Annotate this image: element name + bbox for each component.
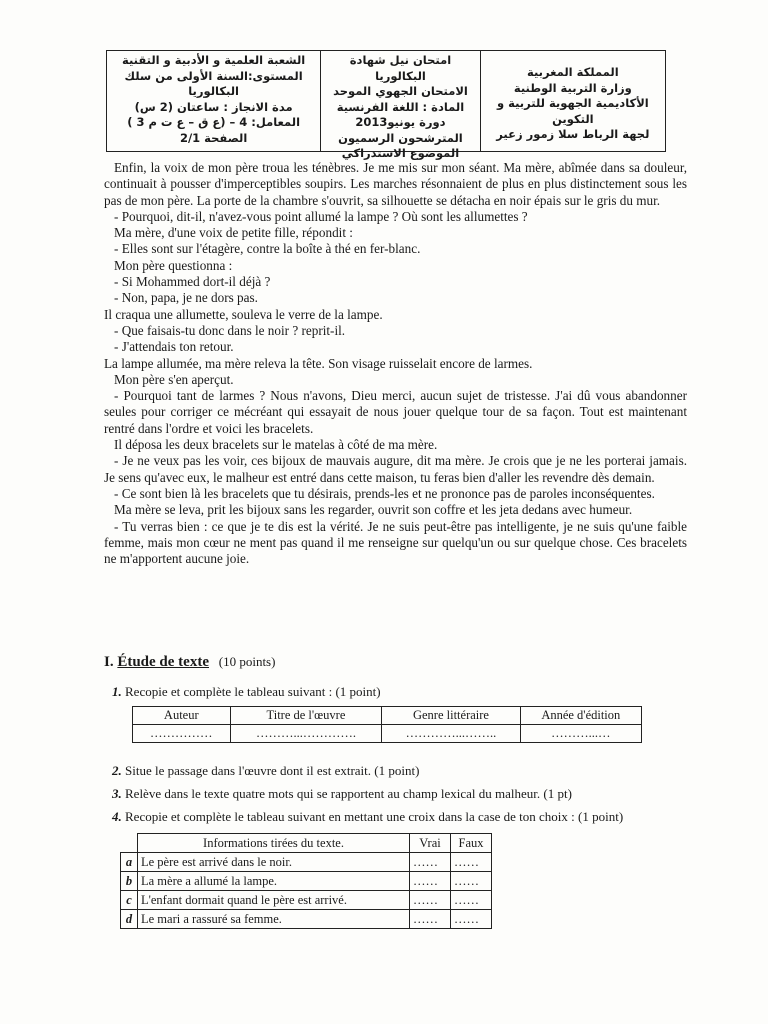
question-2 xyxy=(112,763,419,779)
passage-paragraph: Mon père questionna : xyxy=(114,257,233,273)
false-answer-cell[interactable]: …… xyxy=(451,853,492,872)
table-header-cell: Faux xyxy=(451,834,492,853)
header-info-column xyxy=(107,51,321,151)
header-line: لجهة الرباط سلا زمور زعير xyxy=(496,127,650,141)
statement-cell: Le père est arrivé dans le noir. xyxy=(138,853,410,872)
exam-header xyxy=(106,50,666,160)
row-letter: b xyxy=(121,872,138,891)
reading-passage xyxy=(104,160,687,567)
table-row xyxy=(133,725,642,743)
header-line: مدة الانجاز : ساعتان (2 س) xyxy=(134,99,293,114)
header-exam-column xyxy=(321,51,480,160)
table-cell: …………… xyxy=(133,725,231,743)
false-answer-cell[interactable]: …… xyxy=(451,891,492,910)
passage-paragraph: - Tu verras bien : ce que je te dis est la vérité. Je ne suis peut-être pas intelligente, je ne suis qu'une faible femme, mais mon cœur ne ment pas quand il me renseigne sur quelqu'un ou sur quelque chose. Ces bracelets ne m'apportent aucune joie. xyxy=(104,518,687,567)
book-info-table xyxy=(132,706,642,743)
question-1 xyxy=(112,684,381,700)
table-cell: …………...…….. xyxy=(382,725,520,743)
false-answer-cell[interactable]: …… xyxy=(451,910,492,929)
row-letter: c xyxy=(121,891,138,910)
passage-paragraph: La lampe allumée, ma mère releva la tête. Son visage ruisselait encore de larmes. xyxy=(104,355,533,371)
table-header-row xyxy=(133,707,642,725)
table-header-cell: Informations tirées du texte. xyxy=(138,834,410,853)
true-answer-cell[interactable]: …… xyxy=(410,910,451,929)
question-number: 2. xyxy=(112,763,122,778)
table-header-cell: Vrai xyxy=(410,834,451,853)
header-line: المعامل: 4 – (ع ق – ع ت م 3 ) xyxy=(127,115,301,129)
question-text: Relève dans le texte quatre mots qui se rapportent au champ lexical du malheur. (1 pt) xyxy=(125,786,572,801)
passage-paragraph: - Je ne veux pas les voir, ces bijoux de mauvais augure, dit ma mère. Je crois que je ne les porterai jamais. Je sens qu'avec eux, le malheur est entré dans cette maison, tu feras bien d'aller les revendre dès demain. xyxy=(104,453,687,485)
empty-corner-cell xyxy=(121,834,138,853)
row-letter: d xyxy=(121,910,138,929)
table-row xyxy=(121,853,492,872)
header-line: امتحان نيل شهادة البكالوريا xyxy=(349,53,452,83)
section-points: (10 points) xyxy=(218,654,276,669)
header-line: الصفحة 2/1 xyxy=(179,130,248,145)
header-authority-column xyxy=(481,51,665,151)
table-cell: ………...…………. xyxy=(230,725,382,743)
header-line: الموضوع الاستدراكي xyxy=(341,146,460,160)
question-number: 1. xyxy=(112,684,122,699)
row-letter: a xyxy=(121,853,138,872)
question-3 xyxy=(112,786,572,802)
passage-paragraph: Ma mère, d'une voix de petite fille, répondit : xyxy=(114,225,353,241)
passage-paragraph: - Si Mohammed dort-il déjà ? xyxy=(114,274,271,290)
header-line: المادة : اللغة الفرنسية xyxy=(336,99,465,114)
statement-cell: L'enfant dormait quand le père est arrivé. xyxy=(138,891,410,910)
passage-paragraph: - Elles sont sur l'étagère, contre la boîte à thé en fer-blanc. xyxy=(114,241,421,257)
header-line: دورة يونيو2013 xyxy=(355,115,446,129)
header-line: الأكاديمية الجهوية للتربية و التكوين xyxy=(496,96,649,126)
true-answer-cell[interactable]: …… xyxy=(410,872,451,891)
table-header-cell: Genre littéraire xyxy=(382,707,520,725)
table-cell: ………...… xyxy=(520,725,641,743)
header-line: المملكة المغربية xyxy=(527,65,619,79)
table-header-cell: Auteur xyxy=(133,707,231,725)
table-header-row xyxy=(121,834,492,853)
question-text: Situe le passage dans l'œuvre dont il est extrait. (1 point) xyxy=(125,763,420,778)
passage-paragraph: Ma mère se leva, prit les bijoux sans les regarder, ouvrit son coffre et les jeta dedans avec humeur. xyxy=(114,502,633,518)
section-number: I. xyxy=(104,654,114,670)
header-line: الشعبة العلمية و الأدبية و التقنية xyxy=(121,53,306,67)
question-number: 4. xyxy=(112,809,122,824)
header-line: الامتحان الجهوي الموحد xyxy=(333,84,468,98)
table-header-cell: Titre de l'œuvre xyxy=(230,707,382,725)
passage-paragraph: - J'attendais ton retour. xyxy=(114,339,234,355)
passage-paragraph: Il craqua une allumette, souleva le verre de la lampe. xyxy=(104,306,383,322)
table-row xyxy=(121,872,492,891)
header-line: المترشحون الرسميون xyxy=(338,130,463,145)
passage-paragraph: - Non, papa, je ne dors pas. xyxy=(114,290,258,306)
question-text: Recopie et complète le tableau suivant en mettant une croix dans la case de ton choix : (1 point) xyxy=(125,809,624,824)
passage-paragraph: - Pourquoi tant de larmes ? Nous n'avons, Dieu merci, aucun sujet de tristesse. J'ai dû vous abandonner seules pour corriger ce mécréant qui essayait de nous jouer quelque tour de sa façon. Tout est maintenant rentré dans l'ordre et voici les bracelets. xyxy=(104,388,687,436)
false-answer-cell[interactable]: …… xyxy=(451,872,492,891)
statement-cell: La mère a allumé la lampe. xyxy=(138,872,410,891)
table-header-cell: Année d'édition xyxy=(520,707,641,725)
table-row xyxy=(121,891,492,910)
table-row xyxy=(121,910,492,929)
section-title: Étude de texte xyxy=(117,654,209,670)
passage-paragraph: Il déposa les deux bracelets sur le matelas à côté de ma mère. xyxy=(114,437,438,453)
true-false-table xyxy=(120,833,492,929)
question-number: 3. xyxy=(112,786,122,801)
passage-paragraph: - Ce sont bien là les bracelets que tu désirais, prends-les et ne prononce pas de paroles inconséquentes. xyxy=(114,485,655,501)
true-answer-cell[interactable]: …… xyxy=(410,853,451,872)
passage-paragraph: Mon père s'en aperçut. xyxy=(114,371,234,387)
true-answer-cell[interactable]: …… xyxy=(410,891,451,910)
passage-paragraph: - Pourquoi, dit-il, n'avez-vous point allumé la lampe ? Où sont les allumettes ? xyxy=(114,208,528,224)
header-line: وزارة التربية الوطنية xyxy=(513,80,632,95)
statement-cell: Le mari a rassuré sa femme. xyxy=(138,910,410,929)
header-line: المستوى:السنة الأولى من سلك البكالوريا xyxy=(124,68,303,98)
section-heading xyxy=(104,654,275,671)
passage-paragraph: Enfin, la voix de mon père troua les ténèbres. Je me mis sur mon séant. Ma mère, abîmée dans sa douleur, continuait à pousser d'imperceptibles soupirs. Les marches résonnaient de plus en plus distinctement sous les pas de mon père. La porte de la chambre s'ouvrit, sa silhouette se détacha en noir épais sur le gris du mur. xyxy=(104,160,687,208)
passage-paragraph: - Que faisais-tu donc dans le noir ? reprit-il. xyxy=(114,322,346,338)
question-4 xyxy=(112,809,623,825)
question-text: Recopie et complète le tableau suivant : (1 point) xyxy=(125,684,381,699)
